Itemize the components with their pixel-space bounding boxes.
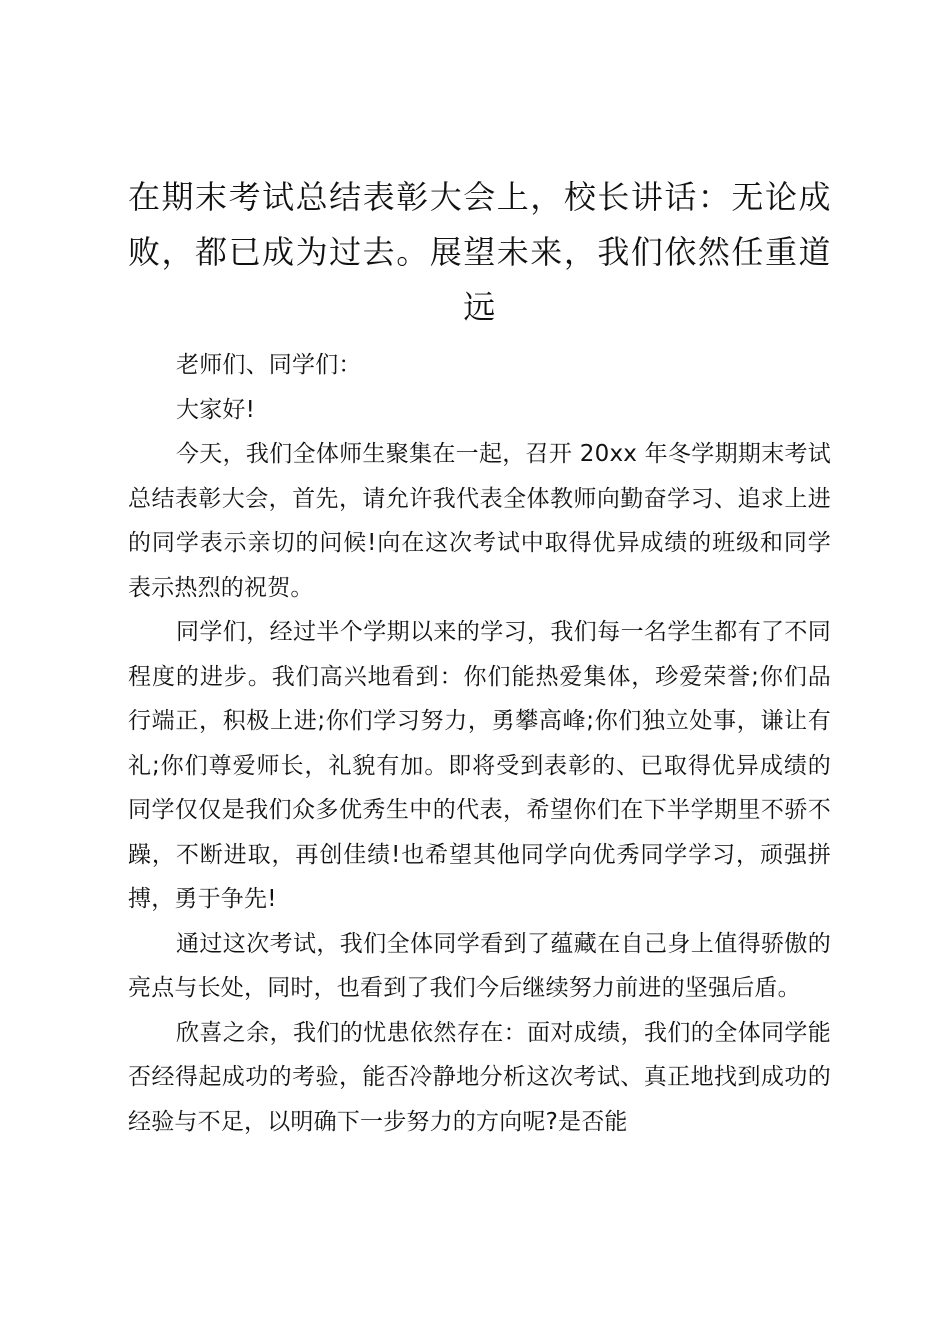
salutation: 老师们、同学们： <box>176 352 362 378</box>
paragraph: 通过这次考试，我们全体同学看到了蕴藏在自己身上值得骄傲的亮点与长处，同时，也看到了我们今后继续努力前进的坚强后盾。 <box>128 930 831 1001</box>
document-page <box>128 170 831 1144</box>
paragraph: 同学们，经过半个学期以来的学习，我们每一名学生都有了不同程度的进步。我们高兴地看到：你们能热爱集体，珍爱荣誉;你们品行端正，积极上进;你们学习努力，勇攀高峰;你们独立处事，谦让有礼;你们尊爱师长，礼貌有加。即将受到表彰的、已取得优异成绩的同学仅仅是我们众多优秀生中的代表，希望你们在下半学期里不骄不躁，不断进取，再创佳绩!也希望其他同学向优秀同学学习，顽强拼搏，勇于争先! <box>128 619 831 912</box>
paragraph: 今天，我们全体师生聚集在一起，召开 20xx 年冬学期期末考试总结表彰大会，首先，请允许我代表全体教师向勤奋学习、追求上进的同学表示亲切的问候!向在这次考试中取得优异成绩的班级和同学表示热烈的祝贺。 <box>128 441 831 601</box>
greeting: 大家好! <box>176 396 256 423</box>
document-body <box>128 343 831 1144</box>
paragraph: 欣喜之余，我们的忧患依然存在：面对成绩，我们的全体同学能否经得起成功的考验，能否冷静地分析这次考试、真正地找到成功的经验与不足，以明确下一步努力的方向呢?是否能 <box>128 1019 831 1135</box>
document-title: 在期末考试总结表彰大会上，校长讲话：无论成败，都已成为过去。展望未来，我们依然任重道远 <box>128 178 831 326</box>
